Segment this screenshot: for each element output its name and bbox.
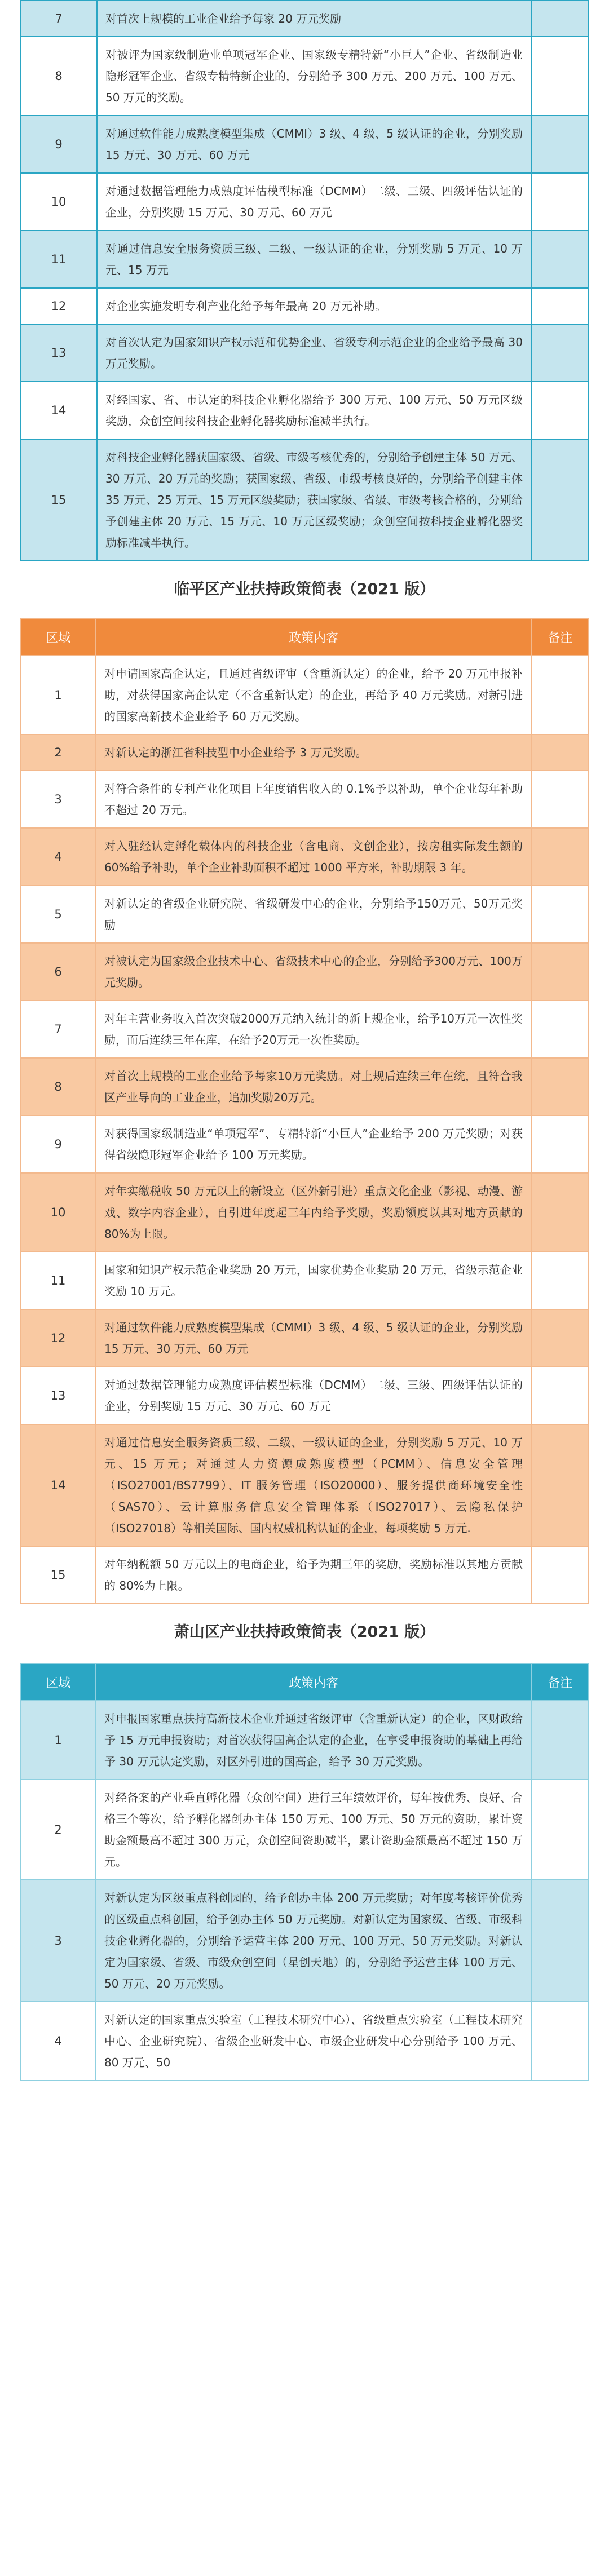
row-index: 14 [20, 1424, 96, 1546]
note-cell [531, 771, 589, 828]
policy-table-xiaoshan [20, 1663, 589, 2081]
note-cell [531, 1780, 589, 1880]
section-title-linping: 临平区产业扶持政策简表（2021 版） [174, 580, 435, 598]
row-index: 7 [20, 1, 97, 37]
row-index: 2 [20, 1780, 96, 1880]
header-area: 区域 [20, 1663, 96, 1701]
row-index: 3 [20, 1880, 96, 2002]
table-row [20, 1780, 589, 1880]
note-cell [531, 886, 589, 943]
row-index: 7 [20, 1001, 96, 1058]
row-index: 13 [20, 324, 97, 382]
note-cell [531, 1252, 589, 1309]
policy-content: 对企业实施发明专利产业化给予每年最高 20 万元补助。 [97, 288, 531, 324]
note-cell [531, 324, 589, 382]
policy-content: 对符合条件的专利产业化项目上年度销售收入的 0.1%予以补助，单个企业每年补助不超过 20 万元。 [96, 771, 531, 828]
note-cell [531, 1173, 589, 1252]
row-index: 6 [20, 943, 96, 1001]
table-row [20, 1309, 589, 1367]
row-index: 14 [20, 382, 97, 439]
note-cell [531, 37, 589, 116]
policy-content: 对通过软件能力成熟度模型集成（CMMI）3 级、4 级、5 级认证的企业，分别奖励 15 万元、30 万元、60 万元 [97, 116, 531, 173]
note-cell [531, 1424, 589, 1546]
policy-content: 对新认定的浙江省科技型中小企业给予 3 万元奖励。 [96, 734, 531, 771]
table-row [20, 2002, 589, 2081]
row-index: 10 [20, 173, 97, 231]
note-cell [531, 382, 589, 439]
row-index: 1 [20, 1701, 96, 1780]
policy-content: 对申报国家重点扶持高新技术企业并通过省级评审（含重新认定）的企业，区财政给予 15 万元申报资助；对首次获得国高企认定的企业，在享受申报资助的基础上再给予 30 万元认定奖励，对区外引进的国高企，给予 30 万元奖励。 [96, 1701, 531, 1780]
row-index: 15 [20, 439, 97, 561]
row-index: 11 [20, 1252, 96, 1309]
note-cell [531, 1, 589, 37]
table-row [20, 1880, 589, 2002]
table-row [20, 1173, 589, 1252]
row-index: 8 [20, 1058, 96, 1116]
policy-content: 对年实缴税收 50 万元以上的新设立（区外新引进）重点文化企业（影视、动漫、游戏、数字内容企业），自引进年度起三年内给予奖励，奖励额度以其对地方贡献的 80%为上限。 [96, 1173, 531, 1252]
note-cell [531, 1367, 589, 1424]
row-index: 11 [20, 231, 97, 288]
note-cell [531, 1058, 589, 1116]
table-row [20, 828, 589, 886]
policy-content: 对新认定为区级重点科创园的，给予创办主体 200 万元奖励；对年度考核评价优秀的区级重点科创园，给予创办主体 50 万元奖励。对新认定为国家级、省级、市级科技企业孵化器的，分别给予运营主体 200 万元、100 万元、50 万元奖励。对新认定为国家级、省级、市级众创空间（星创天地）的，分别给予运营主体 100 万元、50 万元、20 万元奖励。 [96, 1880, 531, 2002]
note-cell [531, 231, 589, 288]
policy-table-linping [20, 618, 589, 1604]
policy-content: 对首次上规模的工业企业给予每家 20 万元奖励 [97, 1, 531, 37]
table-row [20, 439, 589, 561]
header-note: 备注 [531, 1663, 589, 1701]
policy-content: 对通过软件能力成熟度模型集成（CMMI）3 级、4 级、5 级认证的企业，分别奖励 15 万元、30 万元、60 万元 [96, 1309, 531, 1367]
row-index: 5 [20, 886, 96, 943]
policy-content: 对通过信息安全服务资质三级、二级、一级认证的企业，分别奖励 5 万元、10 万元、15 万元；对通过人力资源成熟度模型（PCMM）、信息安全管理（ISO27001/BS7799）、IT 服务管理（ISO20000）、服务提供商环境安全性（SAS70）、云计算服务信息安全管理体系（ISO27017）、云隐私保护（ISO27018）等相关国际、国内权威机构认证的企业，每项奖励 5 万元. [96, 1424, 531, 1546]
policy-content: 对申请国家高企认定，且通过省级评审（含重新认定）的企业，给予 20 万元申报补助，对获得国家高企认定（不含重新认定）的企业，再给予 40 万元奖励。对新引进的国家高新技术企业给予 60 万元奖励。 [96, 656, 531, 734]
row-index: 15 [20, 1546, 96, 1604]
table-row [20, 1252, 589, 1309]
table-row [20, 943, 589, 1001]
row-index: 3 [20, 771, 96, 828]
table-row [20, 886, 589, 943]
note-cell [531, 828, 589, 886]
policy-content: 对新认定的省级企业研究院、省级研发中心的企业，分别给予150万元、50万元奖励 [96, 886, 531, 943]
table-row [20, 656, 589, 734]
policy-content: 对科技企业孵化器获国家级、省级、市级考核优秀的，分别给予创建主体 50 万元、30 万元、20 万元的奖励；获国家级、省级、市级考核良好的，分别给予创建主体 35 万元、25 万元、15 万元区级奖励；获国家级、省级、市级考核合格的，分别给予创建主体 20 万元、15 万元、10 万元区级奖励；众创空间按科技企业孵化器奖励标准减半执行。 [97, 439, 531, 561]
row-index: 8 [20, 37, 97, 116]
policy-content: 国家和知识产权示范企业奖励 20 万元，国家优势企业奖励 20 万元，省级示范企业奖励 10 万元。 [96, 1252, 531, 1309]
note-cell [531, 1880, 589, 2002]
policy-content: 对新认定的国家重点实验室（工程技术研究中心）、省级重点实验室（工程技术研究中心、企业研究院）、省级企业研发中心、市级企业研发中心分别给予 100 万元、80 万元、50 [96, 2002, 531, 2081]
policy-content: 对被评为国家级制造业单项冠军企业、国家级专精特新“小巨人”企业、省级制造业隐形冠军企业、省级专精特新企业的，分别给予 300 万元、200 万元、100 万元、50 万元的奖励。 [97, 37, 531, 116]
policy-content: 对经备案的产业垂直孵化器（众创空间）进行三年绩效评价，每年按优秀、良好、合格三个等次，给予孵化器创办主体 150 万元、100 万元、50 万元的资助，累计资助金额最高不超过 300 万元，众创空间资助减半，累计资助金额最高不超过 150 万元。 [96, 1780, 531, 1880]
policy-content: 对首次上规模的工业企业给予每家10万元奖励。对上规后连续三年在统，且符合我区产业导向的工业企业，追加奖励20万元。 [96, 1058, 531, 1116]
note-cell [531, 1701, 589, 1780]
row-index: 13 [20, 1367, 96, 1424]
table-row [20, 1424, 589, 1546]
policy-content: 对年纳税额 50 万元以上的电商企业，给予为期三年的奖励，奖励标准以其地方贡献的 80%为上限。 [96, 1546, 531, 1604]
section-title-xiaoshan: 萧山区产业扶持政策简表（2021 版） [174, 1623, 435, 1641]
row-index: 4 [20, 828, 96, 886]
note-cell [531, 1116, 589, 1173]
note-cell [531, 943, 589, 1001]
note-cell [531, 1309, 589, 1367]
note-cell [531, 288, 589, 324]
note-cell [531, 116, 589, 173]
table-row [20, 116, 589, 173]
note-cell [531, 734, 589, 771]
policy-content: 对通过数据管理能力成熟度评估模型标准（DCMM）二级、三级、四级评估认证的企业，分别奖励 15 万元、30 万元、60 万元 [96, 1367, 531, 1424]
note-cell [531, 1546, 589, 1604]
policy-content: 对通过信息安全服务资质三级、二级、一级认证的企业，分别奖励 5 万元、10 万元、15 万元 [97, 231, 531, 288]
table-row [20, 173, 589, 231]
header-content: 政策内容 [96, 1663, 531, 1701]
table-row [20, 382, 589, 439]
table-row [20, 1058, 589, 1116]
policy-content: 对通过数据管理能力成熟度评估模型标准（DCMM）二级、三级、四级评估认证的企业，分别奖励 15 万元、30 万元、60 万元 [97, 173, 531, 231]
policy-content: 对经国家、省、市认定的科技企业孵化器给予 300 万元、100 万元、50 万元区级奖励，众创空间按科技企业孵化器奖励标准减半执行。 [97, 382, 531, 439]
row-index: 2 [20, 734, 96, 771]
note-cell [531, 2002, 589, 2081]
note-cell [531, 439, 589, 561]
table-row [20, 231, 589, 288]
table-row [20, 37, 589, 116]
table-row [20, 771, 589, 828]
table-row [20, 324, 589, 382]
note-cell [531, 1001, 589, 1058]
policy-content: 对入驻经认定孵化载体内的科技企业（含电商、文创企业），按房租实际发生额的 60%给予补助，单个企业补助面积不超过 1000 平方米，补助期限 3 年。 [96, 828, 531, 886]
row-index: 12 [20, 1309, 96, 1367]
header-content: 政策内容 [96, 618, 531, 656]
header-note: 备注 [531, 618, 589, 656]
policy-content: 对被认定为国家级企业技术中心、省级技术中心的企业，分别给予300万元、100万元奖励。 [96, 943, 531, 1001]
header-area: 区域 [20, 618, 96, 656]
note-cell [531, 656, 589, 734]
row-index: 10 [20, 1173, 96, 1252]
row-index: 1 [20, 656, 96, 734]
row-index: 9 [20, 116, 97, 173]
table-row [20, 1116, 589, 1173]
note-cell [531, 173, 589, 231]
policy-table-continued [20, 0, 589, 561]
row-index: 9 [20, 1116, 96, 1173]
table-row [20, 1001, 589, 1058]
table-row [20, 1367, 589, 1424]
table-row [20, 734, 589, 771]
row-index: 4 [20, 2002, 96, 2081]
row-index: 12 [20, 288, 97, 324]
table-row [20, 288, 589, 324]
policy-content: 对首次认定为国家知识产权示范和优势企业、省级专利示范企业的企业给予最高 30 万元奖励。 [97, 324, 531, 382]
table-row [20, 1, 589, 37]
policy-content: 对获得国家级制造业“单项冠军”、专精特新“小巨人”企业给予 200 万元奖励；对获得省级隐形冠军企业给予 100 万元奖励。 [96, 1116, 531, 1173]
table-row [20, 1546, 589, 1604]
policy-content: 对年主营业务收入首次突破2000万元纳入统计的新上规企业，给予10万元一次性奖励，而后连续三年在库，在给予20万元一次性奖励。 [96, 1001, 531, 1058]
table-row [20, 1701, 589, 1780]
